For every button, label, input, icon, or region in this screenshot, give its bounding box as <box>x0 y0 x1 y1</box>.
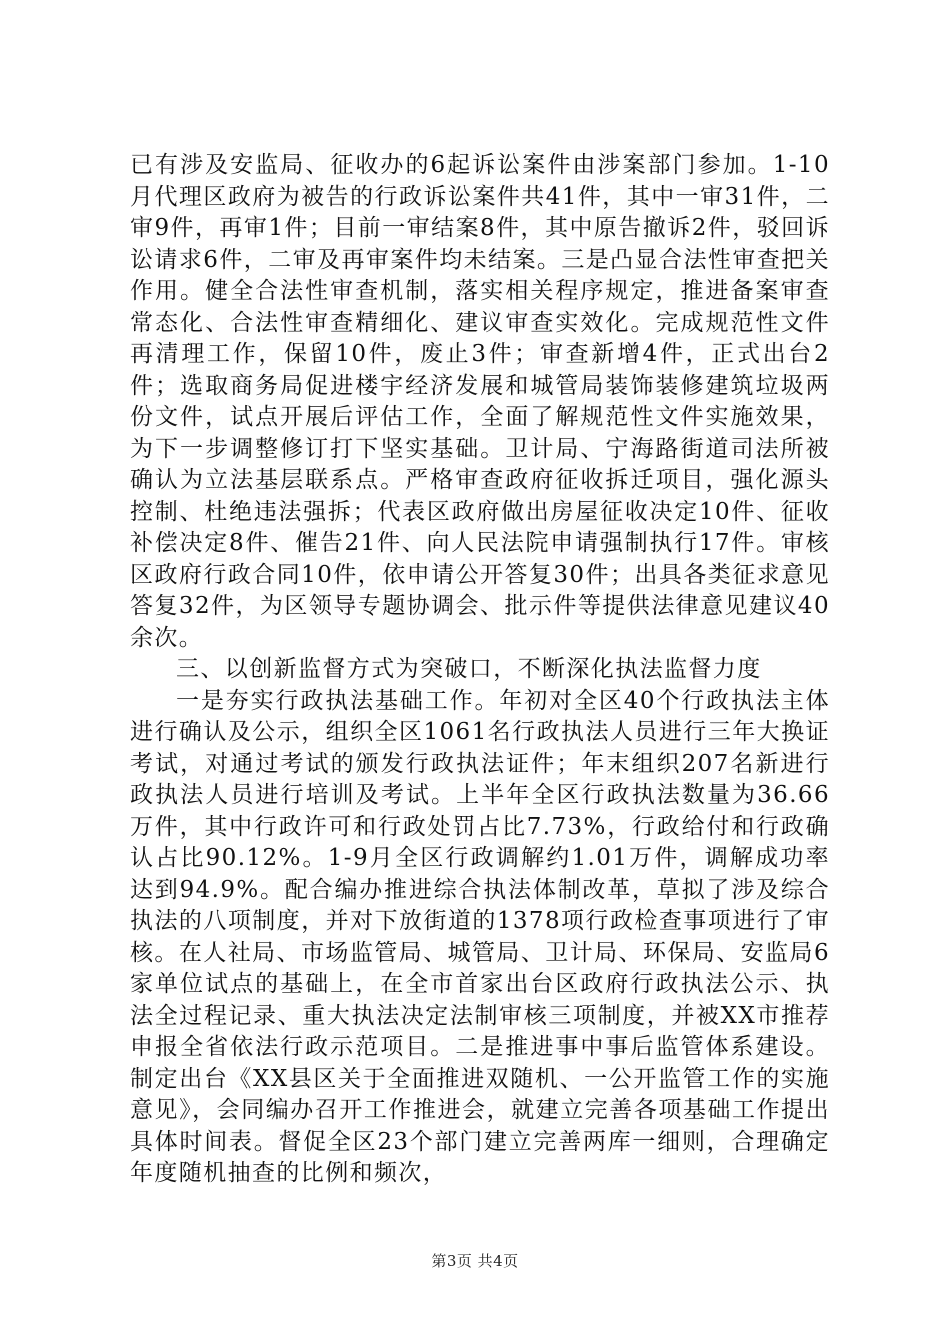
section-heading: 三、以创新监督方式为突破口，不断深化执法监督力度 <box>176 656 762 682</box>
paragraph-continued: 已有涉及安监局、征收办的6起诉讼案件由涉案部门参加。1-10月代理区政府为被告的行政诉讼案件共41件，其中一审31件，二审9件，再审1件；目前一审结案8件，其中原告撤诉2件，驳回诉讼请求6件，二审及再审案件均未结案。三是凸显合法性审查把关作用。健全合法性审查机制，落实相关程序规定，推进备案审查常态化、合法性审查精细化、建议审查实效化。完成规范性文件再清理工作，保留10件，废止3件；审查新增4件，正式出台2件；选取商务局促进楼宇经济发展和城管局装饰装修建筑垃圾两份文件，试点开展后评估工作，全面了解规范性文件实施效果，为下一步调整修订打下坚实基础。卫计局、宁海路街道司法所被确认为立法基层联系点。严格审查政府征收拆迁项目，强化源头控制、杜绝违法强拆；代表区政府做出房屋征收决定10件、征收补偿决定8件、催告21件、向人民法院申请强制执行17件。审核区政府行政合同10件，依申请公开答复30件；出具各类征求意见答复32件，为区领导专题协调会、批示件等提供法律意见建议40余次。 <box>130 152 830 651</box>
page-footer: 第3页 共4页 <box>431 1252 519 1270</box>
document-body <box>130 150 830 1190</box>
paragraph-enforcement: 一是夯实行政执法基础工作。年初对全区40个行政执法主体进行确认及公示，组织全区1061名行政执法人员进行三年大换证考试，对通过考试的颁发行政执法证件；年末组织207名新进行政执法人员进行培训及考试。上半年全区行政执法数量为36.66万件，其中行政许可和行政处罚占比7.73%，行政给付和行政确认占比90.12%。1-9月全区行政调解约1.01万件，调解成功率达到94.9%。配合编办推进综合执法体制改革，草拟了涉及综合执法的八项制度，并对下放街道的1378项行政检查事项进行了审核。在人社局、市场监管局、城管局、卫计局、环保局、安监局6家单位试点的基础上，在全市首家出台区政府行政执法公示、执法全过程记录、重大执法决定法制审核三项制度，并被XX市推荐申报全省依法行政示范项目。二是推进事中事后监管体系建设。制定出台《XX县区关于全面推进双随机、一公开监管工作的实施意见》，会同编办召开工作推进会，就建立完善各项基础工作提出具体时间表。督促全区23个部门建立完善两库一细则，合理确定年度随机抽查的比例和频次， <box>130 687 830 1186</box>
